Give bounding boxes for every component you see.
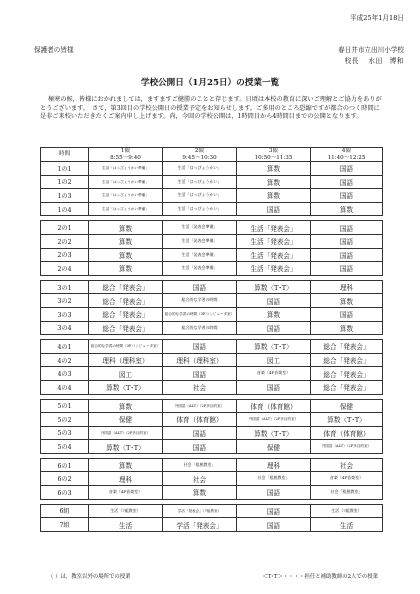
subject-cell: 総合「発表会」: [89, 321, 163, 335]
subject-cell: 保健: [311, 399, 383, 413]
class-cell: 3の1: [41, 280, 89, 294]
subject-cell: 外国語（ALT）（2F多目的室）: [237, 413, 311, 427]
subject-cell: 国語: [237, 380, 311, 394]
class-cell: 6の3: [41, 486, 89, 500]
subject-cell: 生活（7組教室）: [89, 504, 163, 518]
subject-cell: 学活「発表会」（7組教室）: [163, 504, 237, 518]
subject-cell: 総合的な学習の時間（3Fコンピュータ室）: [89, 340, 163, 354]
subject-cell: 国語: [237, 518, 311, 532]
subject-cell: 算数〈T･T〉: [237, 280, 311, 294]
subject-cell: 総合「発表会」: [311, 353, 383, 367]
subject-cell: 音楽（4F音楽室）: [89, 486, 163, 500]
subject-cell: 生活: [311, 518, 383, 532]
class-cell: 1の4: [41, 202, 89, 216]
subject-cell: 国語: [311, 307, 383, 321]
subject-cell: 生活「はっぴょうかい」: [163, 162, 237, 176]
table-row: [41, 340, 383, 354]
subject-cell: 国語: [237, 486, 311, 500]
header-time: 時間: [41, 148, 89, 162]
class-cell: 5の4: [41, 440, 89, 454]
class-cell: 1の2: [41, 175, 89, 189]
subject-cell: 生活「はっぴょうかい」: [163, 175, 237, 189]
subject-cell: 国語: [311, 262, 383, 276]
class-cell: 5の3: [41, 426, 89, 440]
schedule-body: [41, 162, 383, 532]
subject-cell: 総合的な学習の時間: [163, 321, 237, 335]
header-period-2: 2限 9:45～10:30: [163, 148, 237, 162]
subject-cell: 算数: [89, 234, 163, 248]
subject-cell: 生活「はっぴょうかい」: [163, 202, 237, 216]
subject-cell: 理科（理科室）: [163, 353, 237, 367]
subject-cell: 社会: [163, 380, 237, 394]
subject-cell: 国語: [163, 367, 237, 381]
subject-cell: 総合「発表会」: [89, 294, 163, 308]
subject-cell: 生活「発表会」: [237, 234, 311, 248]
subject-cell: 保健: [89, 413, 163, 427]
subject-cell: 理科（理科室）: [89, 353, 163, 367]
subject-cell: 外国語（ALT）（2F多目的室）: [89, 426, 163, 440]
class-cell: 2の2: [41, 234, 89, 248]
table-row: [41, 294, 383, 308]
subject-cell: 算数: [89, 248, 163, 262]
class-cell: 2の1: [41, 221, 89, 235]
subject-cell: 生活「発表会」: [237, 248, 311, 262]
subject-cell: 生活「はっぴょうかい準備」: [89, 189, 163, 203]
subject-cell: 国語: [237, 202, 311, 216]
class-cell: 4の3: [41, 367, 89, 381]
class-cell: 6の2: [41, 472, 89, 486]
subject-cell: 総合「発表会」: [89, 280, 163, 294]
subject-cell: 算数: [237, 162, 311, 176]
subject-cell: 音楽（4F音楽室）: [311, 472, 383, 486]
table-row: [41, 262, 383, 276]
subject-cell: 算数: [163, 486, 237, 500]
subject-cell: 生活「はっぴょうかい」: [163, 189, 237, 203]
class-cell: 5の2: [41, 413, 89, 427]
class-cell: 7組: [41, 518, 89, 532]
subject-cell: 算数〈T･T〉: [237, 426, 311, 440]
table-row: [41, 380, 383, 394]
table-row: [41, 353, 383, 367]
subject-cell: 社会: [163, 472, 237, 486]
table-row: [41, 248, 383, 262]
subject-cell: 社会「租税教室」: [311, 486, 383, 500]
class-cell: 6組: [41, 504, 89, 518]
subject-cell: 生活「はっぴょうかい準備」: [89, 175, 163, 189]
table-row: [41, 234, 383, 248]
class-cell: 6の1: [41, 458, 89, 472]
subject-cell: 国語: [163, 340, 237, 354]
table-row: [41, 221, 383, 235]
subject-cell: 生活「発表会」: [237, 262, 311, 276]
subject-cell: 算数: [89, 399, 163, 413]
subject-cell: 算数: [311, 321, 383, 335]
class-cell: 1の3: [41, 189, 89, 203]
subject-cell: 総合「発表会」: [89, 307, 163, 321]
subject-cell: 生活「はっぴょうかい準備」: [89, 162, 163, 176]
subject-cell: 算数: [311, 294, 383, 308]
table-row: [41, 162, 383, 176]
class-cell: 1の1: [41, 162, 89, 176]
subject-cell: 学活「発表会」: [163, 518, 237, 532]
addressee: 保護者の皆様: [34, 46, 74, 54]
table-row: [41, 367, 383, 381]
table-row: [41, 440, 383, 454]
header-period-3: 3限 10:50～11:35: [237, 148, 311, 162]
subject-cell: 総合的な学習の時間: [163, 294, 237, 308]
subject-cell: 理科: [89, 472, 163, 486]
subject-cell: 国語: [311, 221, 383, 235]
subject-cell: 算数: [89, 221, 163, 235]
intro-paragraph: 極寒の候，皆様におかれましては，ますますご健勝のことと存じます。日頃は本校の教育に深いご理解とご協力をありがとうございます。 さて，第3回目の学校公開日の授業予定をお知らせします。ご多用のところ恐縮ですが都合のつく時間に是非ご来校いただきたくご案内申し上げます。尚，今回の学校公開は，1時間目から4時間目までの公開となります。: [40, 96, 382, 121]
subject-cell: 社会: [311, 458, 383, 472]
subject-cell: 国語: [311, 189, 383, 203]
subject-cell: 総合「発表会」: [311, 340, 383, 354]
subject-cell: 理科: [237, 458, 311, 472]
subject-cell: 生活「はっぴょうかい準備」: [89, 202, 163, 216]
subject-cell: 国語: [311, 162, 383, 176]
subject-cell: 算数〈T･T〉: [89, 440, 163, 454]
subject-cell: 図工: [89, 367, 163, 381]
subject-cell: 音楽（4F音楽室）: [237, 367, 311, 381]
header-period-4: 4限 11:40～12:25: [311, 148, 383, 162]
subject-cell: 算数: [89, 262, 163, 276]
table-row: [41, 518, 383, 532]
subject-cell: 生活「発表会」: [237, 221, 311, 235]
subject-cell: 生活: [89, 518, 163, 532]
principal-name: 校長 水田 博和: [344, 57, 404, 65]
table-row: [41, 413, 383, 427]
table-row: [41, 399, 383, 413]
subject-cell: 国語: [237, 321, 311, 335]
subject-cell: 算数: [237, 307, 311, 321]
subject-cell: 国語: [163, 426, 237, 440]
subject-cell: 生活（7組教室）: [311, 504, 383, 518]
subject-cell: 国語: [163, 280, 237, 294]
table-row: [41, 189, 383, 203]
table-row: [41, 280, 383, 294]
class-cell: 4の4: [41, 380, 89, 394]
class-cell: 2の3: [41, 248, 89, 262]
class-cell: 4の2: [41, 353, 89, 367]
subject-cell: 保健: [237, 440, 311, 454]
subject-cell: 生活「発表会準備」: [163, 234, 237, 248]
class-cell: 3の4: [41, 321, 89, 335]
subject-cell: 外国語（ALT）（2F多目的室）: [163, 399, 237, 413]
table-row: [41, 458, 383, 472]
subject-cell: 国語: [311, 248, 383, 262]
subject-cell: 算数〈T･T〉: [89, 380, 163, 394]
subject-cell: 算数: [89, 458, 163, 472]
subject-cell: 体育（体育館）: [163, 413, 237, 427]
table-row: [41, 202, 383, 216]
document-date: 平成25年1月18日: [350, 14, 404, 22]
subject-cell: 国語: [237, 294, 311, 308]
subject-cell: 体育（体育館）: [311, 426, 383, 440]
class-cell: 3の2: [41, 294, 89, 308]
subject-cell: 算数〈T･T〉: [237, 340, 311, 354]
subject-cell: 国語: [311, 234, 383, 248]
table-row: [41, 426, 383, 440]
subject-cell: 算数: [311, 202, 383, 216]
table-row: [41, 504, 383, 518]
subject-cell: 体育（体育館）: [237, 399, 311, 413]
subject-cell: 算数〈T･T〉: [311, 413, 383, 427]
table-row: [41, 307, 383, 321]
class-cell: 4の1: [41, 340, 89, 354]
subject-cell: 国語: [311, 175, 383, 189]
subject-cell: 社会「租税教室」: [163, 458, 237, 472]
subject-cell: 総合的な学習の時間（3Fコンピュータ室）: [163, 307, 237, 321]
subject-cell: 総合「発表会」: [311, 367, 383, 381]
subject-cell: 生活「発表会準備」: [163, 262, 237, 276]
schedule-table: [40, 147, 383, 532]
subject-cell: 社会「租税教室」: [237, 472, 311, 486]
subject-cell: 総合「発表会」: [311, 380, 383, 394]
subject-cell: 国語: [237, 504, 311, 518]
subject-cell: 算数: [237, 175, 311, 189]
subject-cell: 外国語（ALT）（2F多目的室）: [311, 440, 383, 454]
subject-cell: 理科: [311, 280, 383, 294]
subject-cell: 算数: [237, 189, 311, 203]
schedule-header-row: [41, 148, 383, 162]
subject-cell: 生活「発表会準備」: [163, 221, 237, 235]
table-row: [41, 472, 383, 486]
subject-cell: 国語: [163, 440, 237, 454]
class-cell: 5の1: [41, 399, 89, 413]
subject-cell: 生活「発表会準備」: [163, 248, 237, 262]
footer-note-location: （ ）は，教室以外の場所での授業: [48, 574, 131, 580]
footer-note-tt: ＜T･T＞・・・・担任と補助教師の2人での授業: [262, 574, 378, 580]
table-row: [41, 486, 383, 500]
class-cell: 3の3: [41, 307, 89, 321]
table-row: [41, 175, 383, 189]
page-title: 学校公開日（1月25日）の授業一覧: [140, 78, 280, 88]
class-cell: 2の4: [41, 262, 89, 276]
school-name: 春日井市立出川小学校: [338, 46, 404, 54]
header-period-1: 1限 8:55～9:40: [89, 148, 163, 162]
table-row: [41, 321, 383, 335]
subject-cell: 図工: [237, 353, 311, 367]
